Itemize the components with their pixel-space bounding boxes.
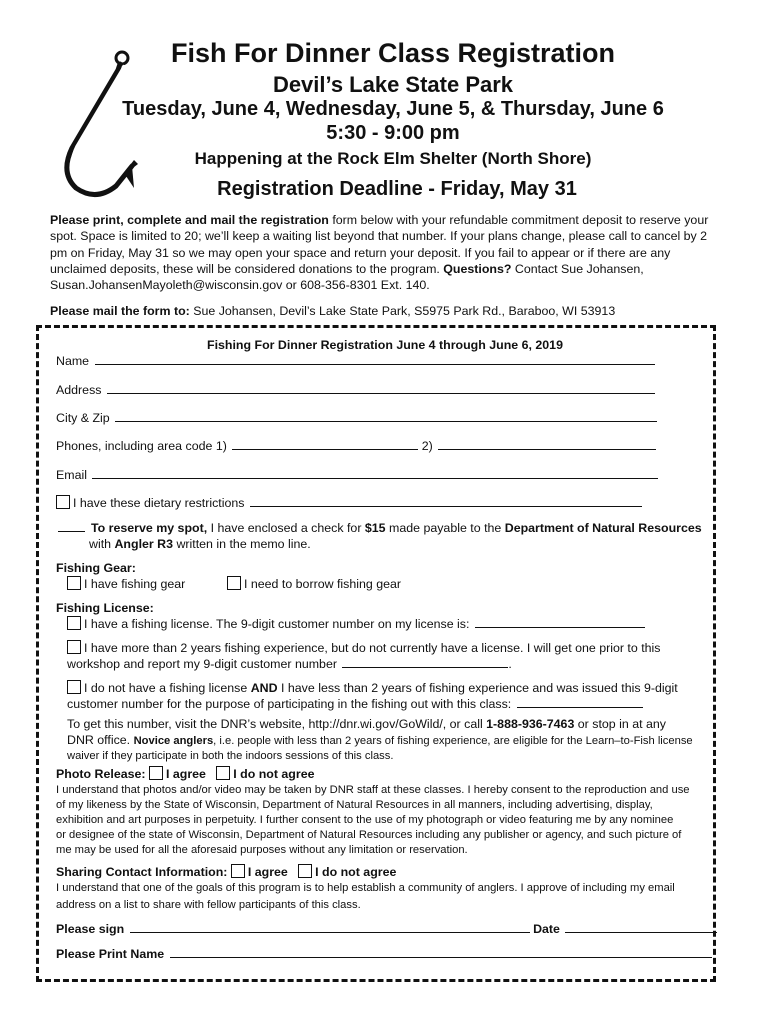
sharing-agree-label: I agree [247,865,288,879]
reserve-amount: $15 [364,521,386,535]
event-location: Happening at the Rock Elm Shelter (North Shore) [194,149,592,168]
sharing-disagree-label: I do not agree [315,865,397,879]
photo-text-5: me may be used for all the aforesaid purposes without any limitation or reservation. [56,844,468,856]
cityzip-field[interactable] [115,410,657,422]
sharing-text-2: address on a list to share with fellow participants of this class. [56,899,361,911]
sharing-row [56,864,396,880]
license-none-text-b: I have less than 2 years of fishing experience and was issued this 9-digit [277,681,678,695]
dnr-text-2b: , i.e. people with less than 2 years of fishing experience, are eligible for the Learn–to-Fish license [213,735,693,747]
print-name-row [56,946,712,962]
dnr-row-1 [67,716,666,732]
license-number-field[interactable] [475,616,645,628]
license-none-checkbox[interactable] [67,680,81,694]
license-exp-checkbox[interactable] [67,640,81,654]
contact-text: Contact Sue Johansen, Susan.JohansenMayoleth@wisconsin.gov or 608-356-8301 Ext. 140. [50,261,644,293]
reserve-row-2 [89,536,311,552]
sharing-text-1: I understand that one of the goals of this program is to help establish a community of anglers. I approve of including my email [56,882,675,894]
email-row [56,467,658,483]
name-label: Name [56,354,90,368]
cityzip-row [56,410,657,426]
intro-paragraph [50,212,722,293]
license-none-field[interactable] [517,696,643,708]
sharing-agree-checkbox[interactable] [231,864,245,878]
questions-label: Questions? [443,261,512,276]
dnr-text-1b: or stop in at any [574,717,666,731]
dietary-label: I have these dietary restrictions [73,496,245,510]
print-name-field[interactable] [170,946,712,958]
phone1-field[interactable] [232,438,418,450]
reserve-text-4: written in the memo line. [173,537,311,551]
email-field[interactable] [92,467,658,479]
reserve-text-2: made payable to the [385,521,505,535]
license-exp-end: . [508,657,512,671]
park-name: Devil’s Lake State Park [272,72,514,97]
photo-agree-checkbox[interactable] [149,766,163,780]
reserve-row [56,520,702,536]
license-exp-label: I have more than 2 years fishing experience, but do not currently have a license. I will get one prior to this [84,641,661,655]
page-title: Fish For Dinner Class Registration [170,38,616,68]
date-field[interactable] [565,921,717,933]
dietary-checkbox[interactable] [56,495,70,509]
photo-release-label: Photo Release: [56,767,146,781]
phone2-label: 2) [421,439,433,453]
mail-address: Sue Johansen, Devil’s Lake State Park, S5975 Park Rd., Baraboo, WI 53913 [189,304,616,318]
license-none-option [67,680,678,696]
event-time: 5:30 - 9:00 pm [326,122,460,144]
dnr-text-1a: To get this number, visit the DNR’s website, http://dnr.wi.gov/GoWild/, or call [67,717,487,731]
license-exp-label-2: workshop and report my 9-digit customer number [67,657,337,671]
photo-text-4: or designee of the state of Wisconsin, Department of Natural Resources including any publisher or agency, and such picture of [56,829,682,841]
phones-row [56,438,656,454]
dietary-field[interactable] [250,495,642,507]
gear-borrow-checkbox[interactable] [227,576,241,590]
photo-agree-label: I agree [165,767,206,781]
license-exp-option [67,640,660,656]
license-exp-row-2 [67,656,512,672]
photo-text-3: exhibition and art purposes in perpetuity. I further consent to the use of my photograph or video featuring me by any nominee [56,814,674,826]
photo-disagree-label: I do not agree [233,767,315,781]
phone2-field[interactable] [438,438,656,450]
event-dates: Tuesday, June 4, Wednesday, June 5, & Thursday, June 6 [122,98,664,120]
mail-label: Please mail the form to: [50,304,190,318]
mail-instructions [50,304,722,318]
gear-have-label: I have fishing gear [84,577,186,591]
email-label: Email [56,468,87,482]
reserve-text-1: I have enclosed a check for [207,521,365,535]
license-none-text-a: I do not have a fishing license [84,681,251,695]
license-none-text-2: customer number for the purpose of participating in the fishing out with this class: [67,697,512,711]
gear-borrow-label: I need to borrow fishing gear [244,577,402,591]
license-none-row-2 [67,696,643,712]
reserve-department: Department of Natural Resources [504,521,702,535]
print-name-label: Please Print Name [56,947,165,961]
sharing-label: Sharing Contact Information: [56,865,228,879]
form-title: Fishing For Dinner Registration June 4 through June 6, 2019 [207,338,563,352]
address-label: Address [56,383,102,397]
license-heading: Fishing License: [56,601,154,615]
gear-have-checkbox[interactable] [67,576,81,590]
gear-borrow-option [227,576,401,592]
photo-release-row [56,766,315,782]
sign-label: Please sign [56,922,125,936]
reserve-check-line[interactable] [58,520,85,532]
registration-deadline: Registration Deadline - Friday, May 31 [217,178,577,200]
gear-have-option [67,576,185,592]
license-none-and: AND [250,681,278,695]
license-have-label: I have a fishing license. The 9-digit customer number on my license is: [84,617,470,631]
photo-text-2: of my likeness by the State of Wisconsin, Department of Natural Resources in all manners, including advertising, display, [56,799,653,811]
dnr-novice: Novice anglers [133,735,214,747]
dietary-row [56,495,642,511]
license-exp-field[interactable] [342,656,508,668]
photo-text-1: I understand that photos and/or video may be taken by DNR staff at these classes. I hereby consent to the reproduction and use [56,784,690,796]
license-have-checkbox[interactable] [67,616,81,630]
dnr-text-2a: DNR office. [67,733,134,747]
cityzip-label: City & Zip [56,411,110,425]
address-row [56,382,655,398]
reserve-memo: Angler R3 [114,537,174,551]
reserve-text-3: with [89,537,115,551]
address-field[interactable] [107,382,655,394]
license-have-option [67,616,645,632]
intro-text: form below with your refundable commitment deposit to reserve your spot. Space is limited to 20; we’ll keep a waiting list beyond that number. If your plans change, please call to cancel by 2 pm on Friday, May 31 so we may open your space and return your deposit. If you fail to appear or if there are any unclaimed deposits, these will be considered donations to the program. [50,213,709,276]
signature-field[interactable] [130,921,530,933]
dnr-row-2 [67,732,693,749]
name-row [56,353,655,369]
phone1-label: Phones, including area code 1) [56,439,227,453]
reserve-bold: To reserve my spot, [91,521,208,535]
date-label: Date [533,922,560,936]
intro-lead: Please print, complete and mail the registration [50,213,329,227]
sharing-disagree-checkbox[interactable] [298,864,312,878]
dnr-row-3: waiver if they participate in both the indoors sessions of this class. [67,750,394,762]
dnr-phone: 1-888-936-7463 [486,717,575,731]
name-field[interactable] [95,353,655,365]
photo-disagree-checkbox[interactable] [216,766,230,780]
sign-row [56,921,717,937]
gear-heading: Fishing Gear: [56,561,136,575]
